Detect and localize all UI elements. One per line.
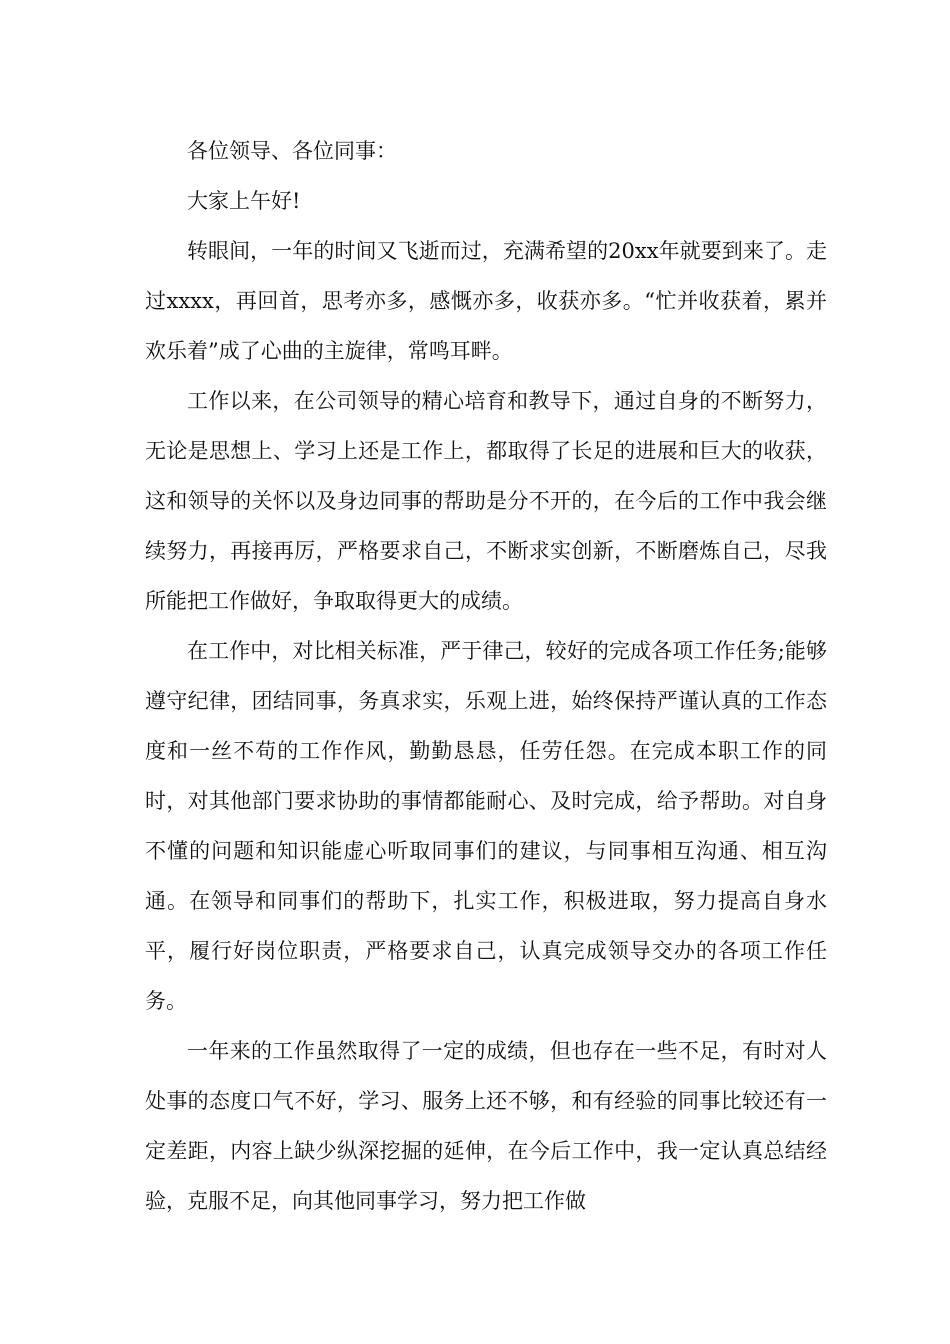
paragraph-3: 在工作中，对比相关标准，严于律己，较好的完成各项工作任务;能够遵守纪律，团结同事，务真求实，乐观上进，始终保持严谨认真的工作态度和一丝不苟的工作作风，勤勤恳恳，任劳任怨。在完成本职工作的同时，对其他部门要求协助的事情都能耐心、及时完成，给予帮助。对自身不懂的问题和知识能虚心听取同事们的建议，与同事相互沟通、相互沟通。在领导和同事们的帮助下，扎实工作，积极进取，努力提高自身水平，履行好岗位职责，严格要求自己，认真完成领导交办的各项工作任务。 xyxy=(145,639,827,1013)
paragraph-4: 一年来的工作虽然取得了一定的成绩，但也存在一些不足，有时对人处事的态度口气不好，学习、服务上还不够，和有经验的同事比较还有一定差距，内容上缺少纵深挖掘的延伸，在今后工作中，我一定认真总结经验，克服不足，向其他同事学习，努力把工作做 xyxy=(145,1039,827,1213)
greeting-line: 各位领导、各位同事： xyxy=(187,139,397,163)
paragraph-2: 工作以来，在公司领导的精心培育和教导下，通过自身的不断努力，无论是思想上、学习上还是工作上，都取得了长足的进展和巨大的收获，这和领导的关怀以及身边同事的帮助是分不开的，在今后的工作中我会继续努力，再接再厉，严格要求自己，不断求实创新，不断磨炼自己，尽我所能把工作做好，争取取得更大的成绩。 xyxy=(145,389,827,613)
document-body xyxy=(145,126,827,1226)
salutation-line: 大家上午好! xyxy=(187,189,301,213)
paragraph-1: 转眼间，一年的时间又飞逝而过，充满希望的20xx年就要到来了。走过xxxx，再回首，思考亦多，感慨亦多，收获亦多。“忙并收获着，累并欢乐着”成了心曲的主旋律，常鸣耳畔。 xyxy=(145,239,827,363)
